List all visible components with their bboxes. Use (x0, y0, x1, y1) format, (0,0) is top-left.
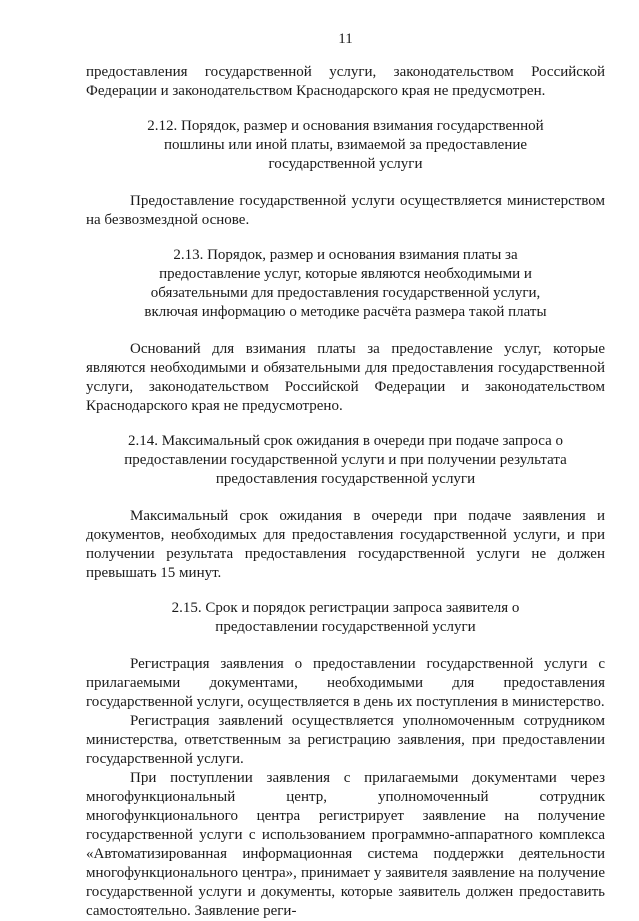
section-heading-2-13: 2.13. Порядок, размер и основания взимания платы за предоставление услуг, которые являются необходимыми и обязательными для предоставления государственной услуги, включая информацию о методике расчёта размера такой платы (144, 247, 547, 320)
paragraph-2-15-registration: Регистрация заявления о предоставлении государственной услуги с прилагаемыми документами, необходимыми для предоставления государственной услуги, осуществляется в день их поступления в министерство. (86, 656, 605, 710)
paragraph-continuation: предоставления государственной услуги, законодательством Российской Федерации и законодательством Краснодарского края не предусмотрен. (86, 64, 605, 99)
section-heading-2-15: 2.15. Срок и порядок регистрации запроса заявителя о предоставлении государственной услуги (171, 600, 520, 635)
paragraph-2-15-mfc: При поступлении заявления с прилагаемыми документами через многофункциональный центр, уполномоченный сотрудник многофункционального центра регистрирует заявление на получение государственной услуги с использованием программно-аппаратного комплекса «Автоматизированная информационная система поддержки деятельности многофункционального центра», принимает у заявителя заявление на получение государственной услуги и документы, которые заявитель должен предоставить самостоятельно. Заявление реги- (86, 770, 605, 919)
page-number: 11 (338, 31, 353, 47)
section-heading-2-14: 2.14. Максимальный срок ожидания в очереди при подаче запроса о предоставлении государственной услуги и при получении результата предоставления государственной услуги (124, 433, 567, 487)
section-heading-2-12: 2.12. Порядок, размер и основания взимания государственной пошлины или иной платы, взимаемой за предоставление государственной услуги (147, 118, 544, 172)
paragraph-2-12: Предоставление государственной услуги осуществляется министерством на безвозмездной основе. (86, 193, 605, 228)
paragraph-2-13: Оснований для взимания платы за предоставление услуг, которые являются необходимыми и обязательными для предоставления государственной услуги, законодательством Российской Федерации и законодательством Краснодарского края не предусмотрено. (86, 341, 605, 414)
paragraph-2-15-officer: Регистрация заявлений осуществляется уполномоченным сотрудником министерства, ответственным за регистрацию заявления, при предоставлении государственной услуги. (86, 713, 605, 767)
paragraph-2-14: Максимальный срок ожидания в очереди при подаче заявления и документов, необходимых для предоставления государственной услуги, и при получении результата предоставления государственной услуги не должен превышать 15 минут. (86, 508, 605, 581)
